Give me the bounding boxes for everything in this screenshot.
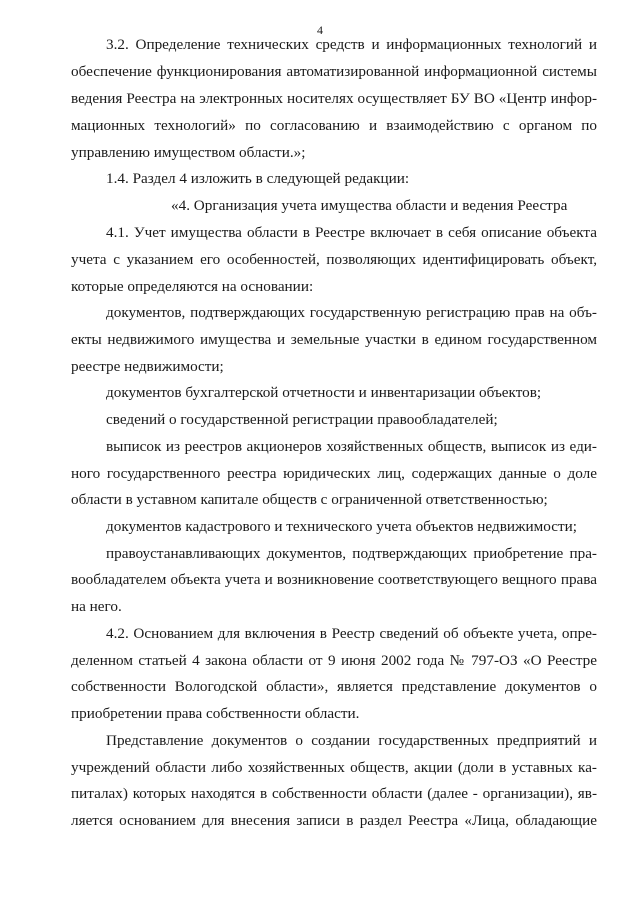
text-line: выписок из реестров акционеров хозяйственных обществ, выписок из еди- [106,438,597,455]
text-line: мационных технологий» по согласованию и взаимодействию с органом по [71,117,597,134]
text-line: 4.2. Основанием для включения в Реестр сведений об объекте учета, опре- [106,625,597,642]
text-line: питалах) которых находятся в собственности области (далее - организации), яв- [71,785,597,802]
text-line: 4.1. Учет имущества области в Реестре включает в себя описание объекта [106,224,597,241]
text-line: учреждений области либо хозяйственных обществ, акции (доли в уставных ка- [71,759,597,776]
text-line: управлению имуществом области.»; [71,144,306,161]
text-line: Представление документов о создании государственных предприятий и [106,732,597,749]
text-line: собственности Вологодской области», является представление документов о [71,678,597,695]
text-line: обеспечение функционирования автоматизированной информационной системы [71,63,597,80]
text-line: реестре недвижимости; [71,358,224,375]
text-line: вообладателем объекта учета и возникновение соответствующего вещного права [71,571,597,588]
text-line: 1.4. Раздел 4 изложить в следующей редакции: [106,170,410,187]
text-line: правоустанавливающих документов, подтверждающих приобретение пра- [106,545,597,562]
text-line: ляется основанием для внесения записи в раздел Реестра «Лица, обладающие [71,812,597,829]
text-line: «4. Организация учета имущества области и ведения Реестра [171,197,568,214]
text-line: екты недвижимого имущества и земельные участки в едином государственном [71,331,597,348]
page-number: 4 [317,23,323,37]
text-line: на него. [71,598,122,615]
text-line: приобретении права собственности области. [71,705,360,722]
text-line: ного государственного реестра юридических лиц, содержащих данные о доле [71,465,597,482]
text-line: сведений о государственной регистрации правообладателей; [106,411,498,428]
text-line: 3.2. Определение технических средств и информационных технологий и [106,36,597,53]
text-line: документов, подтверждающих государственную регистрацию прав на объ- [106,304,597,321]
text-line: ведения Реестра на электронных носителях осуществляет БУ ВО «Центр инфор- [71,90,597,107]
text-line: документов кадастрового и технического учета объектов недвижимости; [106,518,577,535]
text-line: учета с указанием его особенностей, позволяющих идентифицировать объект, [71,251,597,268]
text-line: документов бухгалтерской отчетности и инвентаризации объектов; [106,384,542,401]
text-line: области в уставном капитале обществ с ограниченной ответственностью; [71,491,548,508]
text-line: которые определяются на основании: [71,278,314,295]
text-line: деленном статьей 4 закона области от 9 июня 2002 года № 797-ОЗ «О Реестре [71,652,597,669]
